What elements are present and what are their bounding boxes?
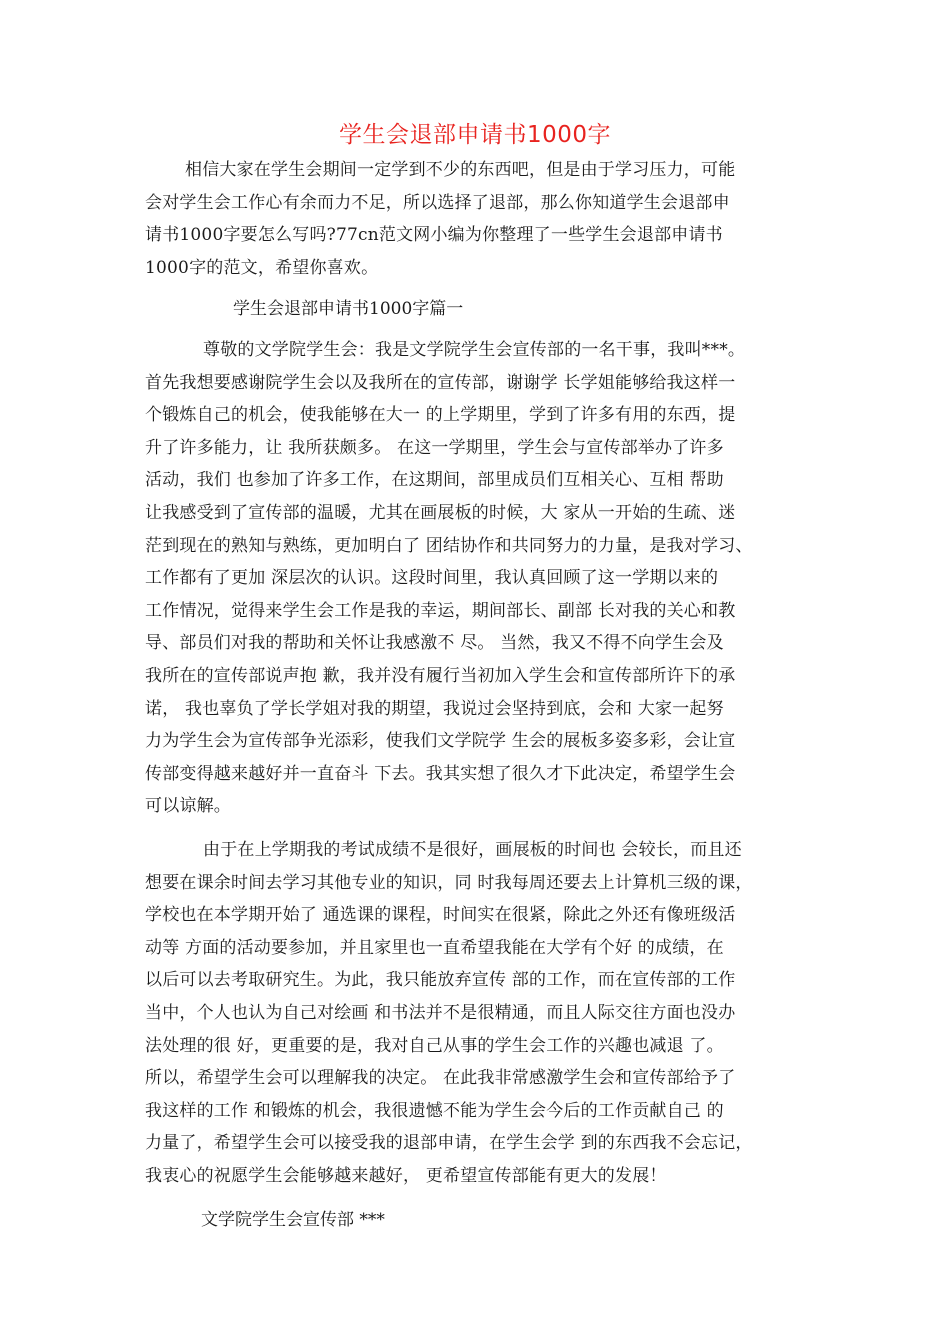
paragraph-line: 学校也在本学期开始了 通选课的课程，时间实在很紧，除此之外还有像班级活 [145, 905, 736, 926]
paragraph-line: 可以谅解。 [145, 796, 231, 817]
paragraph-line: 导、部员们对我的帮助和关怀让我感激不 尽。 当然，我又不得不向学生会及 [145, 633, 724, 654]
body-paragraph-2 [145, 834, 810, 1193]
intro-line: 请书1000字要怎么写吗?77cn范文网小编为你整理了一些学生会退部申请书 [145, 225, 723, 246]
document-title: 学生会退部申请书1000字 [338, 122, 612, 148]
body-paragraph-1 [145, 334, 810, 823]
paragraph-line: 动等 方面的活动要参加，并且家里也一直希望我能在大学有个好 的成绩，在 [145, 937, 724, 958]
section-heading: 学生会退部申请书1000字篇一 [233, 299, 464, 319]
intro-line: 1000字的范文，希望你喜欢。 [145, 257, 379, 278]
paragraph-line: 让我感受到了宣传部的温暖，尤其在画展板的时候，大 家从一开始的生疏、迷 [145, 502, 736, 523]
paragraph-line: 由于在上学期我的考试成绩不是很好，画展板的时间也 会较长，而且还 [203, 840, 742, 860]
paragraph-line: 我所在的宣传部说声抱 歉，我并没有履行当初加入学生会和宣传部所许下的承 [145, 665, 736, 686]
paragraph-line: 以后可以去考取研究生。为此，我只能放弃宣传 部的工作，而在宣传部的工作 [145, 970, 736, 991]
intro-paragraph [145, 154, 810, 284]
paragraph-line: 诺， 我也辜负了学长学姐对我的期望，我说过会坚持到底，会和 大家一起努 [145, 698, 724, 719]
paragraph-line: 首先我想要感谢院学生会以及我所在的宣传部，谢谢学 长学姐能够给我这样一 [145, 372, 736, 393]
paragraph-line: 法处理的很 好，更重要的是，我对自己从事的学生会工作的兴趣也减退 了。 [145, 1035, 724, 1056]
paragraph-line: 力量了，希望学生会可以接受我的退部申请，在学生会学 到的东西我不会忘记， [145, 1133, 753, 1154]
paragraph-line: 工作都有了更加 深层次的认识。这段时间里，我认真回顾了这一学期以来的 [145, 568, 719, 589]
intro-line: 相信大家在学生会期间一定学到不少的东西吧，但是由于学习压力，可能 [185, 160, 736, 180]
paragraph-line: 尊敬的文学院学生会：我是文学院学生会宣传部的一名干事，我叫***。 [203, 340, 746, 360]
intro-line: 会对学生会工作心有余而力不足，所以选择了退部，那么你知道学生会退部申 [145, 192, 730, 213]
signature-line: 文学院学生会宣传部 *** [201, 1210, 385, 1230]
paragraph-line: 个锻炼自己的机会，使我能够在大一 的上学期里，学到了许多有用的东西，提 [145, 405, 736, 426]
paragraph-line: 传部变得越来越好并一直奋斗 下去。我其实想了很久才下此决定，希望学生会 [145, 763, 736, 784]
paragraph-line: 当中，个人也认为自己对绘画 和书法并不是很精通，而且人际交往方面也没办 [145, 1002, 736, 1023]
paragraph-line: 升了许多能力，让 我所获颇多。 在这一学期里，学生会与宣传部举办了许多 [145, 437, 724, 458]
paragraph-line: 所以，希望学生会可以理解我的决定。 在此我非常感激学生会和宣传部给予了 [145, 1068, 736, 1089]
paragraph-line: 我这样的工作 和锻炼的机会，我很遗憾不能为学生会今后的工作贡献自己 的 [145, 1100, 724, 1121]
paragraph-line: 力为学生会为宣传部争光添彩，使我们文学院学 生会的展板多姿多彩，会让宣 [145, 731, 736, 752]
paragraph-line: 活动，我们 也参加了许多工作，在这期间，部里成员们互相关心、互相 帮助 [145, 470, 724, 491]
paragraph-line: 茫到现在的熟知与熟练，更加明白了 团结协作和共同努力的力量，是我对学习、 [145, 535, 753, 556]
paragraph-line: 我衷心的祝愿学生会能够越来越好， 更希望宣传部能有更大的发展！ [145, 1165, 667, 1186]
paragraph-line: 想要在课余时间去学习其他专业的知识，同 时我每周还要去上计算机三级的课， [145, 872, 753, 893]
paragraph-line: 工作情况，觉得来学生会工作是我的幸运，期间部长、副部 长对我的关心和教 [145, 600, 736, 621]
